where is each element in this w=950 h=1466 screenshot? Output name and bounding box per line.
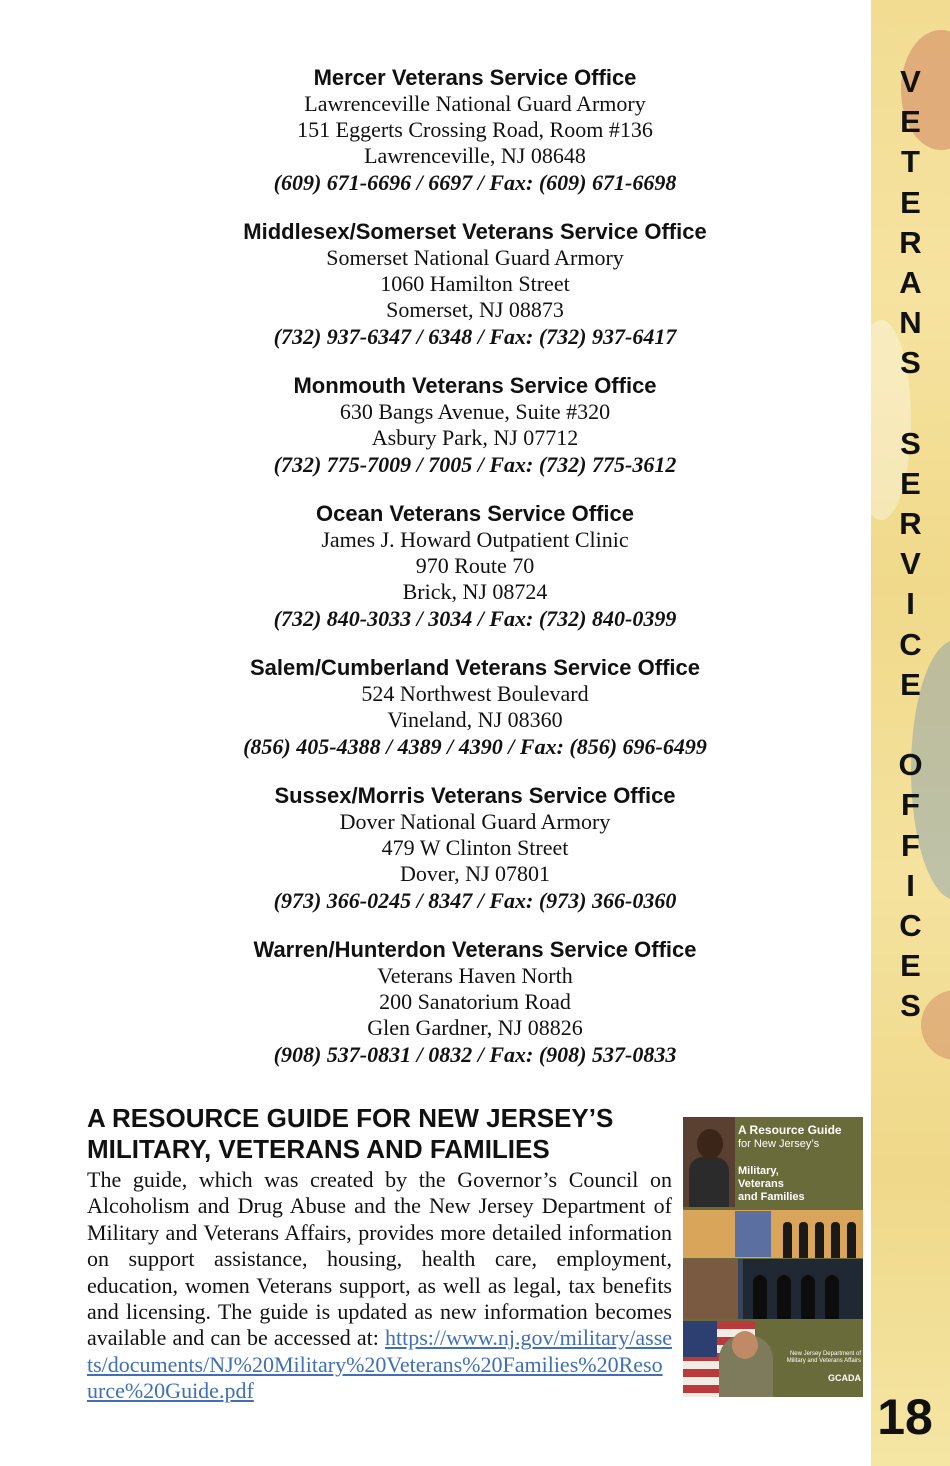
cover-title-sub: for New Jersey’s: [738, 1138, 820, 1150]
office-address-line: Dover National Guard Armory: [339, 809, 611, 834]
side-tab-letter: S: [900, 988, 921, 1024]
office-address-line: Dover, NJ 07801: [399, 861, 551, 886]
office-address-line: 630 Bangs Avenue, Suite #320: [339, 399, 611, 424]
page-number: 18: [877, 1389, 933, 1445]
resource-guide-title: [87, 1103, 672, 1165]
office-address-line: 479 W Clinton Street: [381, 835, 569, 860]
office-phone: (908) 537-0831 / 0832 / Fax: (908) 537-0833: [273, 1042, 677, 1067]
cover-flag-canton: [683, 1321, 717, 1357]
side-tab-letter: A: [899, 264, 922, 300]
side-tab-letter: V: [900, 546, 921, 582]
cover-subtitle-line: Veterans: [738, 1178, 784, 1190]
cover-photo-veteran: [735, 1211, 771, 1257]
side-tab-letter: I: [906, 586, 915, 622]
office-address-line: Veterans Haven North: [377, 963, 573, 988]
office-phone: (732) 775-7009 / 7005 / Fax: (732) 775-3612: [273, 452, 677, 477]
cover-gcada-logo: GCADA: [828, 1373, 861, 1383]
side-tab-letter: [871, 705, 950, 745]
side-tab-letter: E: [900, 184, 921, 220]
cover-photo-face: [732, 1331, 758, 1359]
office-phone: (973) 366-0245 / 8347 / Fax: (973) 366-0360: [273, 888, 677, 913]
resource-guide-link[interactable]: https://www.nj.gov/military/assets/documents/NJ%20Military%20Veterans%20Families%20Resource%20Guide.pdf: [87, 1325, 673, 1404]
office-address-line: 970 Route 70: [415, 553, 535, 578]
office-address-line: 524 Northwest Boulevard: [361, 681, 589, 706]
office-address-line: Brick, NJ 08724: [402, 579, 548, 604]
side-tab-letter: E: [900, 465, 921, 501]
marine-figure: [825, 1275, 839, 1319]
marine-figure: [753, 1275, 767, 1319]
office-warren-hunterdon: [60, 936, 890, 1068]
side-tab-letter: E: [900, 948, 921, 984]
side-tab-letter: S: [900, 345, 921, 381]
cover-photo-row: [683, 1259, 863, 1319]
side-tab-letter: C: [899, 907, 922, 943]
office-address-line: Asbury Park, NJ 07712: [371, 425, 579, 450]
marine-figure: [801, 1275, 815, 1319]
cover-title: A Resource Guide: [738, 1123, 842, 1137]
side-tab-letter: O: [898, 747, 923, 783]
cover-photo-marines: [743, 1259, 863, 1319]
office-address-line: 151 Eggerts Crossing Road, Room #136: [297, 117, 653, 142]
silhouette-figure: [831, 1222, 840, 1258]
side-tab-letter: E: [900, 104, 921, 140]
office-address-line: 200 Sanatorium Road: [379, 989, 571, 1014]
office-mercer: [60, 64, 890, 196]
side-tab-letter: I: [906, 867, 915, 903]
cover-subtitle: [738, 1165, 860, 1204]
resource-guide-cover-image: [683, 1117, 863, 1397]
office-ocean: [60, 500, 890, 632]
office-name: Salem/Cumberland Veterans Service Office: [250, 655, 700, 680]
cover-subtitle-line: and Families: [738, 1191, 805, 1203]
offices-list: [60, 64, 890, 1090]
office-name: Ocean Veterans Service Office: [316, 501, 634, 526]
office-name: Monmouth Veterans Service Office: [293, 373, 657, 398]
side-tab-letter: V: [900, 64, 921, 99]
side-tab-letter: E: [900, 666, 921, 702]
silhouette-figure: [783, 1222, 792, 1258]
office-address-line: Lawrenceville, NJ 08648: [364, 143, 586, 168]
marine-figure: [777, 1275, 791, 1319]
office-salem-cumberland: [60, 654, 890, 760]
cover-photo-figure: [689, 1157, 729, 1207]
side-tab-letter: N: [899, 305, 922, 341]
office-phone: (732) 937-6347 / 6348 / Fax: (732) 937-6417: [273, 324, 677, 349]
side-tab-letter: F: [901, 787, 920, 823]
cover-photo-silhouettes: [683, 1210, 863, 1258]
office-address-line: Somerset, NJ 08873: [386, 297, 564, 322]
cover-department-text: New Jersey Department of Military and Veterans Affairs: [786, 1351, 861, 1364]
office-sussex-morris: [60, 782, 890, 914]
cover-photo-head: [697, 1129, 723, 1159]
office-address-line: 1060 Hamilton Street: [380, 271, 570, 296]
office-name: Warren/Hunterdon Veterans Service Office: [253, 937, 697, 962]
office-address-line: James J. Howard Outpatient Clinic: [321, 527, 629, 552]
office-address-line: Vineland, NJ 08360: [387, 707, 563, 732]
side-tab-letter: R: [899, 224, 922, 260]
side-tab-letter: R: [899, 506, 922, 542]
office-middlesex-somerset: [60, 218, 890, 350]
silhouette-figure: [799, 1222, 808, 1258]
side-tab-letter: F: [901, 827, 920, 863]
cover-subtitle-line: Military,: [738, 1165, 779, 1177]
office-phone: (609) 671-6696 / 6697 / Fax: (609) 671-6698: [273, 170, 677, 195]
office-name: Mercer Veterans Service Office: [313, 65, 637, 90]
office-name: Middlesex/Somerset Veterans Service Office: [243, 219, 707, 244]
silhouette-figure: [847, 1222, 856, 1258]
resource-guide-title-line: A RESOURCE GUIDE FOR NEW JERSEY’S: [87, 1103, 614, 1133]
side-tab-letter: [871, 384, 950, 424]
resource-guide-title-line: MILITARY, VETERANS AND FAMILIES: [87, 1134, 550, 1164]
side-tab: [871, 0, 950, 1466]
office-monmouth: [60, 372, 890, 478]
office-name: Sussex/Morris Veterans Service Office: [274, 783, 676, 808]
resource-guide-section: [87, 1103, 672, 1405]
office-phone: (732) 840-3033 / 3034 / Fax: (732) 840-0399: [273, 606, 677, 631]
office-address-line: Somerset National Guard Armory: [326, 245, 624, 270]
office-address-line: Lawrenceville National Guard Armory: [304, 91, 646, 116]
cover-footer: [777, 1323, 861, 1393]
side-tab-letter: C: [899, 626, 922, 662]
side-tab-letter: S: [900, 425, 921, 461]
silhouette-figure: [815, 1222, 824, 1258]
office-address-line: Glen Gardner, NJ 08826: [367, 1015, 583, 1040]
cover-photo-family: [683, 1259, 738, 1319]
office-phone: (856) 405-4388 / 4389 / 4390 / Fax: (856) 696-6499: [243, 734, 707, 759]
resource-guide-body: [87, 1167, 672, 1405]
side-tab-title: [871, 62, 950, 1027]
side-tab-letter: T: [901, 144, 920, 180]
resource-guide-description: The guide, which was created by the Governor’s Council on Alcoholism and Drug Abuse and the New Jersey Department of Military and Veterans Affairs, provides more detailed information on support assistance, housing, health care, employment, education, women Veterans support, as well as legal, tax benefits and licensing. The guide is updated as new information becomes available and can be accessed at:: [87, 1167, 672, 1351]
cover-title-block: [738, 1123, 860, 1204]
